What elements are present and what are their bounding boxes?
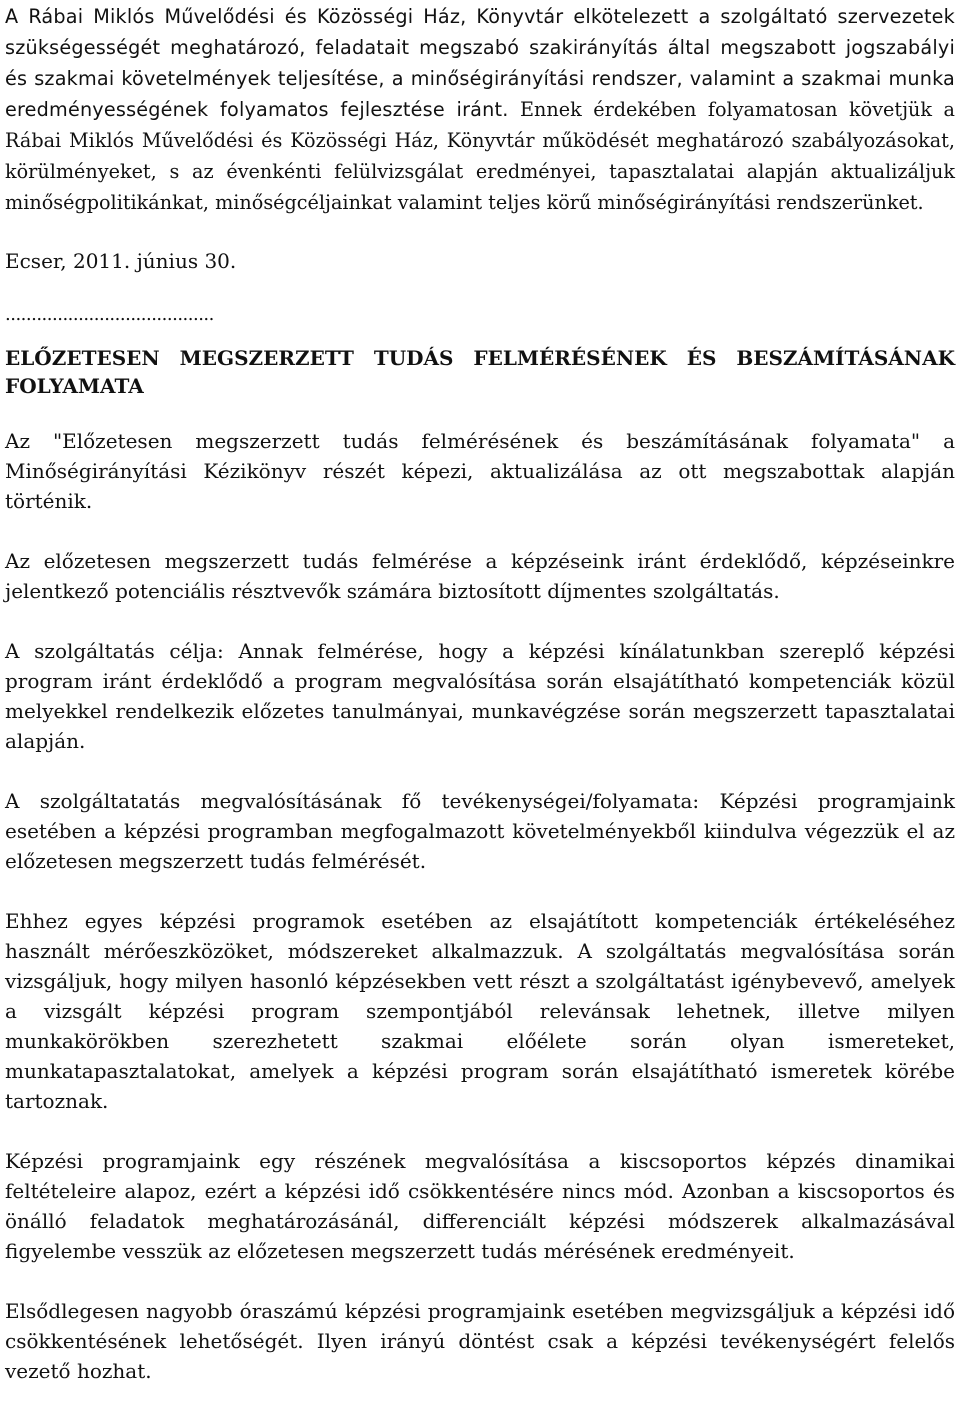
intro-commitment-text: A Rábai Miklós Művelődési és Közösségi Ház, Könyvtár elkötelezett a szolgáltató szervezetek szükségességét meghatározó, feladatait megszabó szakirányítás által megszabott jogszabályi és szakmai követelmények teljesítése, a minőségirányítási rendszer, valamint a szakmai munka eredményességének folyamatos fejlesztése iránt. bbox=[5, 5, 955, 121]
section-body bbox=[5, 426, 955, 1386]
intro-continuation-text: Ennek érdekében folyamatosan követjük a Rábai Miklós Művelődési és Közösségi Ház, Könyvtár működését meghatározó szabályozásokat, körülményeket, s az évenkénti felülvizsgálat eredményei, tapasztalatai alapján aktualizáljuk minőségpolitikánkat, minőségcéljainkat valamint teljes körű minőségirányítási rendszerünket. bbox=[5, 98, 955, 214]
section-heading: ELŐZETESEN MEGSZERZETT TUDÁS FELMÉRÉSÉNEK ÉS BESZÁMÍTÁSÁNAK FOLYAMATA bbox=[5, 346, 955, 398]
paragraph-manual-reference: Az "Előzetesen megszerzett tudás felmérésének és beszámításának folyamata" a Minőségirányítási Kézikönyv részét képezi, aktualizálása az ott megszabottak alapján történik. bbox=[5, 429, 955, 513]
paragraph-assessment-tools: Ehhez egyes képzési programok esetében az elsajátított kompetenciák értékeléséhez használt mérőeszközöket, módszereket alkalmazzuk. A szolgáltatás megvalósítása során vizsgáljuk, hogy milyen hasonló képzésekben vett részt a szolgáltatást igénybevevő, amelyek a vizsgált képzési program szempontjából relevánsak lehetnek, illetve milyen munkakörökben szerezhetett szakmai előélete során olyan ismereteket, munkatapasztalatokat, amelyek a képzési program során elsajátítható ismeretek körébe tartoznak. bbox=[5, 909, 955, 1113]
signature-line: ........................................ bbox=[5, 304, 214, 325]
document-date: Ecser, 2011. június 30. bbox=[5, 249, 237, 273]
paragraph-small-group-training: Képzési programjaink egy részének megvalósítása a kiscsoportos képzés dinamikai feltételeire alapoz, ezért a képzési idő csökkentésére nincs mód. Azonban a kiscsoportos és önálló feladatok meghatározásánál, differenciált képzési módszerek alkalmazásával figyelembe vesszük az előzetesen megszerzett tudás mérésének eredményeit. bbox=[5, 1149, 955, 1263]
paragraph-time-reduction: Elsődlegesen nagyobb óraszámú képzési programjaink esetében megvizsgáljuk a képzési idő csökkentésének lehetőségét. Ilyen irányú döntést csak a képzési tevékenységért felelős vezető hozhat. bbox=[5, 1299, 955, 1383]
paragraph-main-activities: A szolgáltatatás megvalósításának fő tevékenységei/folyamata: Képzési programjaink esetében a képzési programban megfogalmazott követelményekből kiindulva végezzük el az előzetesen megszerzett tudás felmérését. bbox=[5, 789, 955, 873]
paragraph-service-goal: A szolgáltatás célja: Annak felmérése, hogy a képzési kínálatunkban szereplő képzési program iránt érdeklődő a program megvalósítása során elsajátítható kompetenciák közül melyekkel rendelkezik előzetes tanulmányai, munkavégzése során megszerzett tapasztalatai alapján. bbox=[5, 639, 955, 753]
intro-paragraph bbox=[5, 0, 955, 218]
paragraph-free-service: Az előzetesen megszerzett tudás felmérése a képzéseink iránt érdeklődő, képzéseinkre jelentkező potenciális résztvevők számára biztosított díjmentes szolgáltatás. bbox=[5, 549, 955, 603]
